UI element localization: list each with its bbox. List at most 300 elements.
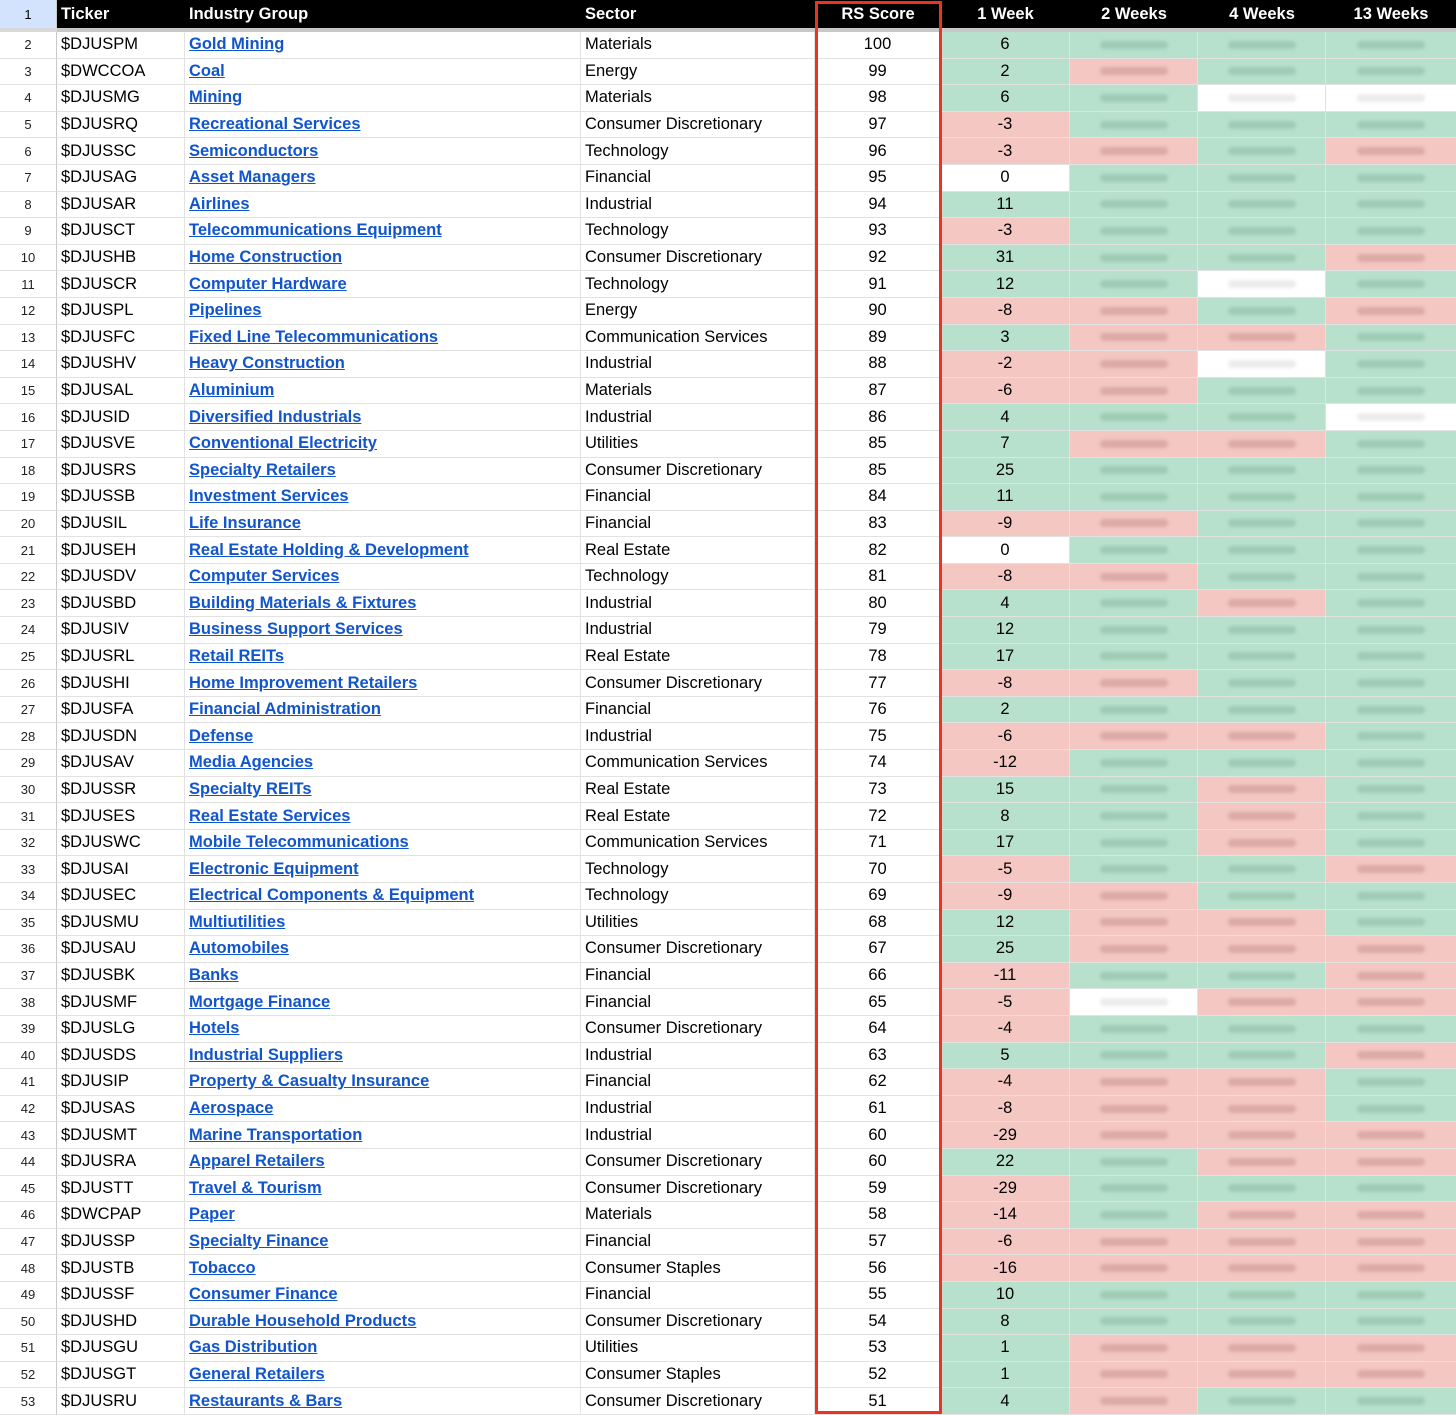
4-weeks-change-cell-blurred[interactable]: [1198, 245, 1326, 272]
2-weeks-change-cell-blurred[interactable]: [1070, 830, 1198, 857]
13-weeks-change-cell-blurred[interactable]: [1326, 1362, 1456, 1389]
4-weeks-change-cell-blurred[interactable]: [1198, 1122, 1326, 1149]
1-week-change-cell[interactable]: 2: [941, 697, 1070, 724]
1-week-change-cell[interactable]: 4: [941, 1388, 1070, 1415]
row-number[interactable]: 53: [0, 1388, 57, 1415]
industry-group-link[interactable]: Diversified Industrials: [189, 407, 362, 426]
row-number[interactable]: 27: [0, 697, 57, 724]
industry-group-link[interactable]: Automobiles: [189, 939, 289, 958]
4-weeks-change-cell-blurred[interactable]: [1198, 1016, 1326, 1043]
1-week-change-cell[interactable]: 0: [941, 165, 1070, 192]
sector-cell[interactable]: Industrial: [581, 1043, 815, 1070]
2-weeks-change-cell-blurred[interactable]: [1070, 1362, 1198, 1389]
1-week-change-cell[interactable]: 10: [941, 1282, 1070, 1309]
sector-cell[interactable]: Real Estate: [581, 537, 815, 564]
13-weeks-change-cell-blurred[interactable]: [1326, 617, 1456, 644]
13-weeks-change-cell-blurred[interactable]: [1326, 1309, 1456, 1336]
rs-score-cell[interactable]: 99: [815, 59, 941, 86]
row-number[interactable]: 34: [0, 883, 57, 910]
4-weeks-change-cell-blurred[interactable]: [1198, 165, 1326, 192]
ticker-cell[interactable]: $DJUSIL: [57, 511, 185, 538]
sector-cell[interactable]: Consumer Discretionary: [581, 1149, 815, 1176]
rs-score-cell[interactable]: 65: [815, 989, 941, 1016]
ticker-cell[interactable]: $DJUSSP: [57, 1229, 185, 1256]
industry-group-link[interactable]: Coal: [189, 61, 225, 80]
1-week-change-cell[interactable]: -4: [941, 1069, 1070, 1096]
row-number[interactable]: 9: [0, 218, 57, 245]
row-number[interactable]: 32: [0, 830, 57, 857]
rs-score-cell[interactable]: 87: [815, 378, 941, 405]
industry-group-link[interactable]: Computer Services: [189, 567, 340, 586]
industry-group-cell[interactable]: [185, 1282, 581, 1309]
industry-group-cell[interactable]: [185, 697, 581, 724]
row-number[interactable]: 52: [0, 1362, 57, 1389]
rs-score-cell[interactable]: 58: [815, 1202, 941, 1229]
industry-group-cell[interactable]: [185, 537, 581, 564]
13-weeks-change-cell-blurred[interactable]: [1326, 777, 1456, 804]
rs-score-cell[interactable]: 60: [815, 1149, 941, 1176]
industry-group-link[interactable]: Mining: [189, 88, 243, 107]
ticker-cell[interactable]: $DJUSDV: [57, 564, 185, 591]
4-weeks-change-cell-blurred[interactable]: [1198, 910, 1326, 937]
1-week-change-cell[interactable]: 12: [941, 271, 1070, 298]
4-weeks-change-cell-blurred[interactable]: [1198, 1043, 1326, 1070]
column-header-2-weeks[interactable]: 2 Weeks: [1070, 0, 1198, 28]
2-weeks-change-cell-blurred[interactable]: [1070, 883, 1198, 910]
sector-cell[interactable]: Materials: [581, 32, 815, 59]
sector-cell[interactable]: Financial: [581, 963, 815, 990]
sector-cell[interactable]: Industrial: [581, 192, 815, 219]
ticker-cell[interactable]: $DJUSAV: [57, 750, 185, 777]
2-weeks-change-cell-blurred[interactable]: [1070, 1229, 1198, 1256]
ticker-cell[interactable]: $DJUSCR: [57, 271, 185, 298]
1-week-change-cell[interactable]: -9: [941, 883, 1070, 910]
sector-cell[interactable]: Industrial: [581, 723, 815, 750]
column-header-ticker[interactable]: Ticker: [57, 0, 185, 28]
2-weeks-change-cell-blurred[interactable]: [1070, 1043, 1198, 1070]
rs-score-cell[interactable]: 71: [815, 830, 941, 857]
industry-group-cell[interactable]: [185, 590, 581, 617]
4-weeks-change-cell-blurred[interactable]: [1198, 723, 1326, 750]
ticker-cell[interactable]: $DJUSEH: [57, 537, 185, 564]
ticker-cell[interactable]: $DJUSSB: [57, 484, 185, 511]
ticker-cell[interactable]: $DJUSAI: [57, 856, 185, 883]
4-weeks-change-cell-blurred[interactable]: [1198, 138, 1326, 165]
sector-cell[interactable]: Technology: [581, 564, 815, 591]
2-weeks-change-cell-blurred[interactable]: [1070, 856, 1198, 883]
1-week-change-cell[interactable]: 17: [941, 830, 1070, 857]
1-week-change-cell[interactable]: 15: [941, 777, 1070, 804]
ticker-cell[interactable]: $DJUSRL: [57, 644, 185, 671]
industry-group-cell[interactable]: [185, 617, 581, 644]
row-number[interactable]: 11: [0, 271, 57, 298]
rs-score-cell[interactable]: 70: [815, 856, 941, 883]
rs-score-cell[interactable]: 53: [815, 1335, 941, 1362]
1-week-change-cell[interactable]: -5: [941, 856, 1070, 883]
ticker-cell[interactable]: $DJUSRA: [57, 1149, 185, 1176]
2-weeks-change-cell-blurred[interactable]: [1070, 910, 1198, 937]
13-weeks-change-cell-blurred[interactable]: [1326, 1202, 1456, 1229]
sector-cell[interactable]: Industrial: [581, 351, 815, 378]
13-weeks-change-cell-blurred[interactable]: [1326, 165, 1456, 192]
row-number[interactable]: 4: [0, 85, 57, 112]
sector-cell[interactable]: Financial: [581, 511, 815, 538]
sector-cell[interactable]: Industrial: [581, 404, 815, 431]
1-week-change-cell[interactable]: -8: [941, 1096, 1070, 1123]
industry-group-link[interactable]: Tobacco: [189, 1258, 256, 1277]
rs-score-cell[interactable]: 77: [815, 670, 941, 697]
industry-group-link[interactable]: Real Estate Holding & Development: [189, 540, 469, 559]
ticker-cell[interactable]: $DJUSSC: [57, 138, 185, 165]
4-weeks-change-cell-blurred[interactable]: [1198, 85, 1326, 112]
4-weeks-change-cell-blurred[interactable]: [1198, 537, 1326, 564]
2-weeks-change-cell-blurred[interactable]: [1070, 1309, 1198, 1336]
industry-group-link[interactable]: Aerospace: [189, 1099, 274, 1118]
ticker-cell[interactable]: $DJUSMG: [57, 85, 185, 112]
sector-cell[interactable]: Financial: [581, 697, 815, 724]
industry-group-link[interactable]: Real Estate Services: [189, 806, 351, 825]
industry-group-link[interactable]: Gas Distribution: [189, 1338, 318, 1357]
13-weeks-change-cell-blurred[interactable]: [1326, 1096, 1456, 1123]
sector-cell[interactable]: Consumer Staples: [581, 1362, 815, 1389]
industry-group-cell[interactable]: [185, 963, 581, 990]
industry-group-cell[interactable]: [185, 458, 581, 485]
rs-score-cell[interactable]: 100: [815, 32, 941, 59]
sector-cell[interactable]: Consumer Discretionary: [581, 245, 815, 272]
sector-cell[interactable]: Consumer Discretionary: [581, 458, 815, 485]
4-weeks-change-cell-blurred[interactable]: [1198, 112, 1326, 139]
industry-group-cell[interactable]: [185, 138, 581, 165]
sector-cell[interactable]: Materials: [581, 85, 815, 112]
ticker-cell[interactable]: $DJUSTT: [57, 1176, 185, 1203]
ticker-cell[interactable]: $DJUSMT: [57, 1122, 185, 1149]
industry-group-cell[interactable]: [185, 404, 581, 431]
industry-group-cell[interactable]: [185, 1069, 581, 1096]
rs-score-cell[interactable]: 62: [815, 1069, 941, 1096]
ticker-cell[interactable]: $DJUSBK: [57, 963, 185, 990]
2-weeks-change-cell-blurred[interactable]: [1070, 1255, 1198, 1282]
sector-cell[interactable]: Financial: [581, 484, 815, 511]
rs-score-cell[interactable]: 97: [815, 112, 941, 139]
sector-cell[interactable]: Consumer Discretionary: [581, 670, 815, 697]
industry-group-link[interactable]: Specialty Finance: [189, 1232, 329, 1251]
industry-group-cell[interactable]: [185, 1016, 581, 1043]
sector-cell[interactable]: Industrial: [581, 617, 815, 644]
industry-group-cell[interactable]: [185, 1149, 581, 1176]
1-week-change-cell[interactable]: -11: [941, 963, 1070, 990]
2-weeks-change-cell-blurred[interactable]: [1070, 617, 1198, 644]
4-weeks-change-cell-blurred[interactable]: [1198, 936, 1326, 963]
industry-group-link[interactable]: Investment Services: [189, 487, 349, 506]
1-week-change-cell[interactable]: 1: [941, 1335, 1070, 1362]
ticker-cell[interactable]: $DJUSES: [57, 803, 185, 830]
industry-group-link[interactable]: Conventional Electricity: [189, 434, 377, 453]
sector-cell[interactable]: Financial: [581, 989, 815, 1016]
industry-group-link[interactable]: Computer Hardware: [189, 274, 347, 293]
13-weeks-change-cell-blurred[interactable]: [1326, 697, 1456, 724]
row-number[interactable]: 29: [0, 750, 57, 777]
row-number[interactable]: 51: [0, 1335, 57, 1362]
ticker-cell[interactable]: $DJUSAS: [57, 1096, 185, 1123]
row-number[interactable]: 37: [0, 963, 57, 990]
1-week-change-cell[interactable]: 11: [941, 484, 1070, 511]
4-weeks-change-cell-blurred[interactable]: [1198, 1255, 1326, 1282]
13-weeks-change-cell-blurred[interactable]: [1326, 1043, 1456, 1070]
13-weeks-change-cell-blurred[interactable]: [1326, 963, 1456, 990]
4-weeks-change-cell-blurred[interactable]: [1198, 644, 1326, 671]
industry-group-cell[interactable]: [185, 85, 581, 112]
4-weeks-change-cell-blurred[interactable]: [1198, 830, 1326, 857]
1-week-change-cell[interactable]: 6: [941, 32, 1070, 59]
rs-score-cell[interactable]: 57: [815, 1229, 941, 1256]
1-week-change-cell[interactable]: -29: [941, 1176, 1070, 1203]
column-header-industry-group[interactable]: Industry Group: [185, 0, 581, 28]
sector-cell[interactable]: Utilities: [581, 910, 815, 937]
1-week-change-cell[interactable]: -8: [941, 298, 1070, 325]
13-weeks-change-cell-blurred[interactable]: [1326, 138, 1456, 165]
2-weeks-change-cell-blurred[interactable]: [1070, 1016, 1198, 1043]
industry-group-link[interactable]: Property & Casualty Insurance: [189, 1072, 430, 1091]
industry-group-link[interactable]: Apparel Retailers: [189, 1152, 325, 1171]
ticker-cell[interactable]: $DJUSRS: [57, 458, 185, 485]
2-weeks-change-cell-blurred[interactable]: [1070, 484, 1198, 511]
industry-group-cell[interactable]: [185, 325, 581, 352]
sector-cell[interactable]: Industrial: [581, 1122, 815, 1149]
column-header-1-week[interactable]: 1 Week: [941, 0, 1070, 28]
1-week-change-cell[interactable]: 7: [941, 431, 1070, 458]
rs-score-cell[interactable]: 59: [815, 1176, 941, 1203]
1-week-change-cell[interactable]: -16: [941, 1255, 1070, 1282]
sector-cell[interactable]: Energy: [581, 59, 815, 86]
sector-cell[interactable]: Utilities: [581, 1335, 815, 1362]
rs-score-cell[interactable]: 79: [815, 617, 941, 644]
industry-group-cell[interactable]: [185, 910, 581, 937]
industry-group-link[interactable]: Banks: [189, 966, 239, 985]
industry-group-link[interactable]: Multiutilities: [189, 912, 286, 931]
13-weeks-change-cell-blurred[interactable]: [1326, 1335, 1456, 1362]
industry-group-cell[interactable]: [185, 989, 581, 1016]
13-weeks-change-cell-blurred[interactable]: [1326, 112, 1456, 139]
ticker-cell[interactable]: $DJUSSF: [57, 1282, 185, 1309]
1-week-change-cell[interactable]: 4: [941, 404, 1070, 431]
industry-group-link[interactable]: Life Insurance: [189, 513, 301, 532]
industry-group-link[interactable]: Restaurants & Bars: [189, 1391, 343, 1410]
row-number[interactable]: 3: [0, 59, 57, 86]
rs-score-cell[interactable]: 66: [815, 963, 941, 990]
row-number-header[interactable]: 1: [0, 0, 57, 28]
sector-cell[interactable]: Real Estate: [581, 777, 815, 804]
2-weeks-change-cell-blurred[interactable]: [1070, 1282, 1198, 1309]
industry-group-link[interactable]: Heavy Construction: [189, 354, 345, 373]
2-weeks-change-cell-blurred[interactable]: [1070, 989, 1198, 1016]
industry-group-link[interactable]: Pipelines: [189, 301, 262, 320]
13-weeks-change-cell-blurred[interactable]: [1326, 644, 1456, 671]
industry-group-cell[interactable]: [185, 431, 581, 458]
2-weeks-change-cell-blurred[interactable]: [1070, 32, 1198, 59]
2-weeks-change-cell-blurred[interactable]: [1070, 1335, 1198, 1362]
industry-group-cell[interactable]: [185, 1309, 581, 1336]
4-weeks-change-cell-blurred[interactable]: [1198, 298, 1326, 325]
ticker-cell[interactable]: $DJUSAU: [57, 936, 185, 963]
2-weeks-change-cell-blurred[interactable]: [1070, 697, 1198, 724]
1-week-change-cell[interactable]: -5: [941, 989, 1070, 1016]
4-weeks-change-cell-blurred[interactable]: [1198, 989, 1326, 1016]
sector-cell[interactable]: Consumer Discretionary: [581, 112, 815, 139]
sector-cell[interactable]: Technology: [581, 218, 815, 245]
ticker-cell[interactable]: $DJUSSR: [57, 777, 185, 804]
ticker-cell[interactable]: $DJUSBD: [57, 590, 185, 617]
industry-group-cell[interactable]: [185, 1202, 581, 1229]
rs-score-cell[interactable]: 76: [815, 697, 941, 724]
2-weeks-change-cell-blurred[interactable]: [1070, 458, 1198, 485]
1-week-change-cell[interactable]: 8: [941, 1309, 1070, 1336]
industry-group-cell[interactable]: [185, 830, 581, 857]
column-header-rs-score[interactable]: RS Score: [815, 0, 941, 28]
2-weeks-change-cell-blurred[interactable]: [1070, 670, 1198, 697]
rs-score-cell[interactable]: 60: [815, 1122, 941, 1149]
row-number[interactable]: 30: [0, 777, 57, 804]
1-week-change-cell[interactable]: 12: [941, 910, 1070, 937]
industry-group-link[interactable]: Business Support Services: [189, 620, 403, 639]
4-weeks-change-cell-blurred[interactable]: [1198, 1096, 1326, 1123]
industry-group-cell[interactable]: [185, 1122, 581, 1149]
sector-cell[interactable]: Consumer Discretionary: [581, 936, 815, 963]
1-week-change-cell[interactable]: -6: [941, 1229, 1070, 1256]
industry-group-cell[interactable]: [185, 245, 581, 272]
industry-group-link[interactable]: Specialty Retailers: [189, 460, 336, 479]
2-weeks-change-cell-blurred[interactable]: [1070, 936, 1198, 963]
row-number[interactable]: 20: [0, 511, 57, 538]
sector-cell[interactable]: Technology: [581, 138, 815, 165]
row-number[interactable]: 5: [0, 112, 57, 139]
13-weeks-change-cell-blurred[interactable]: [1326, 723, 1456, 750]
column-header-13-weeks[interactable]: 13 Weeks: [1326, 0, 1456, 28]
4-weeks-change-cell-blurred[interactable]: [1198, 1149, 1326, 1176]
rs-score-cell[interactable]: 68: [815, 910, 941, 937]
1-week-change-cell[interactable]: 4: [941, 590, 1070, 617]
13-weeks-change-cell-blurred[interactable]: [1326, 803, 1456, 830]
1-week-change-cell[interactable]: -8: [941, 564, 1070, 591]
industry-group-link[interactable]: Semiconductors: [189, 141, 319, 160]
4-weeks-change-cell-blurred[interactable]: [1198, 351, 1326, 378]
row-number[interactable]: 10: [0, 245, 57, 272]
industry-group-cell[interactable]: [185, 1043, 581, 1070]
4-weeks-change-cell-blurred[interactable]: [1198, 511, 1326, 538]
13-weeks-change-cell-blurred[interactable]: [1326, 192, 1456, 219]
rs-score-cell[interactable]: 67: [815, 936, 941, 963]
2-weeks-change-cell-blurred[interactable]: [1070, 1069, 1198, 1096]
2-weeks-change-cell-blurred[interactable]: [1070, 963, 1198, 990]
4-weeks-change-cell-blurred[interactable]: [1198, 1362, 1326, 1389]
industry-group-link[interactable]: Retail REITs: [189, 646, 285, 665]
sector-cell[interactable]: Financial: [581, 1229, 815, 1256]
13-weeks-change-cell-blurred[interactable]: [1326, 936, 1456, 963]
13-weeks-change-cell-blurred[interactable]: [1326, 670, 1456, 697]
1-week-change-cell[interactable]: -4: [941, 1016, 1070, 1043]
ticker-cell[interactable]: $DJUSDN: [57, 723, 185, 750]
2-weeks-change-cell-blurred[interactable]: [1070, 165, 1198, 192]
rs-score-cell[interactable]: 88: [815, 351, 941, 378]
rs-score-cell[interactable]: 90: [815, 298, 941, 325]
column-header-4-weeks[interactable]: 4 Weeks: [1198, 0, 1326, 28]
1-week-change-cell[interactable]: 22: [941, 1149, 1070, 1176]
rs-score-cell[interactable]: 93: [815, 218, 941, 245]
13-weeks-change-cell-blurred[interactable]: [1326, 378, 1456, 405]
industry-group-link[interactable]: Durable Household Products: [189, 1311, 417, 1330]
1-week-change-cell[interactable]: 31: [941, 245, 1070, 272]
sector-cell[interactable]: Consumer Discretionary: [581, 1309, 815, 1336]
rs-score-cell[interactable]: 75: [815, 723, 941, 750]
2-weeks-change-cell-blurred[interactable]: [1070, 644, 1198, 671]
13-weeks-change-cell-blurred[interactable]: [1326, 1388, 1456, 1415]
4-weeks-change-cell-blurred[interactable]: [1198, 404, 1326, 431]
row-number[interactable]: 41: [0, 1069, 57, 1096]
2-weeks-change-cell-blurred[interactable]: [1070, 803, 1198, 830]
sector-cell[interactable]: Consumer Staples: [581, 1255, 815, 1282]
industry-group-cell[interactable]: [185, 1335, 581, 1362]
rs-score-cell[interactable]: 95: [815, 165, 941, 192]
rs-score-cell[interactable]: 63: [815, 1043, 941, 1070]
row-number[interactable]: 46: [0, 1202, 57, 1229]
industry-group-link[interactable]: Defense: [189, 726, 254, 745]
sector-cell[interactable]: Technology: [581, 271, 815, 298]
industry-group-link[interactable]: Travel & Tourism: [189, 1178, 322, 1197]
2-weeks-change-cell-blurred[interactable]: [1070, 1202, 1198, 1229]
2-weeks-change-cell-blurred[interactable]: [1070, 1122, 1198, 1149]
4-weeks-change-cell-blurred[interactable]: [1198, 59, 1326, 86]
industry-group-cell[interactable]: [185, 670, 581, 697]
sector-cell[interactable]: Communication Services: [581, 750, 815, 777]
row-number[interactable]: 35: [0, 910, 57, 937]
ticker-cell[interactable]: $DJUSVE: [57, 431, 185, 458]
2-weeks-change-cell-blurred[interactable]: [1070, 1388, 1198, 1415]
rs-score-cell[interactable]: 52: [815, 1362, 941, 1389]
sector-cell[interactable]: Financial: [581, 165, 815, 192]
ticker-cell[interactable]: $DJUSFC: [57, 325, 185, 352]
industry-group-cell[interactable]: [185, 32, 581, 59]
sector-cell[interactable]: Consumer Discretionary: [581, 1388, 815, 1415]
13-weeks-change-cell-blurred[interactable]: [1326, 59, 1456, 86]
13-weeks-change-cell-blurred[interactable]: [1326, 271, 1456, 298]
rs-score-cell[interactable]: 56: [815, 1255, 941, 1282]
row-number[interactable]: 26: [0, 670, 57, 697]
1-week-change-cell[interactable]: 17: [941, 644, 1070, 671]
ticker-cell[interactable]: $DJUSRU: [57, 1388, 185, 1415]
1-week-change-cell[interactable]: -6: [941, 723, 1070, 750]
ticker-cell[interactable]: $DJUSPL: [57, 298, 185, 325]
industry-group-cell[interactable]: [185, 298, 581, 325]
sector-cell[interactable]: Consumer Discretionary: [581, 1176, 815, 1203]
sector-cell[interactable]: Financial: [581, 1069, 815, 1096]
13-weeks-change-cell-blurred[interactable]: [1326, 590, 1456, 617]
row-number[interactable]: 47: [0, 1229, 57, 1256]
sector-cell[interactable]: Real Estate: [581, 803, 815, 830]
2-weeks-change-cell-blurred[interactable]: [1070, 85, 1198, 112]
row-number[interactable]: 50: [0, 1309, 57, 1336]
industry-group-link[interactable]: Electronic Equipment: [189, 859, 359, 878]
4-weeks-change-cell-blurred[interactable]: [1198, 963, 1326, 990]
1-week-change-cell[interactable]: 2: [941, 59, 1070, 86]
ticker-cell[interactable]: $DJUSIV: [57, 617, 185, 644]
ticker-cell[interactable]: $DJUSGU: [57, 1335, 185, 1362]
1-week-change-cell[interactable]: 3: [941, 325, 1070, 352]
row-number[interactable]: 39: [0, 1016, 57, 1043]
13-weeks-change-cell-blurred[interactable]: [1326, 1016, 1456, 1043]
4-weeks-change-cell-blurred[interactable]: [1198, 1069, 1326, 1096]
4-weeks-change-cell-blurred[interactable]: [1198, 750, 1326, 777]
13-weeks-change-cell-blurred[interactable]: [1326, 325, 1456, 352]
13-weeks-change-cell-blurred[interactable]: [1326, 1122, 1456, 1149]
